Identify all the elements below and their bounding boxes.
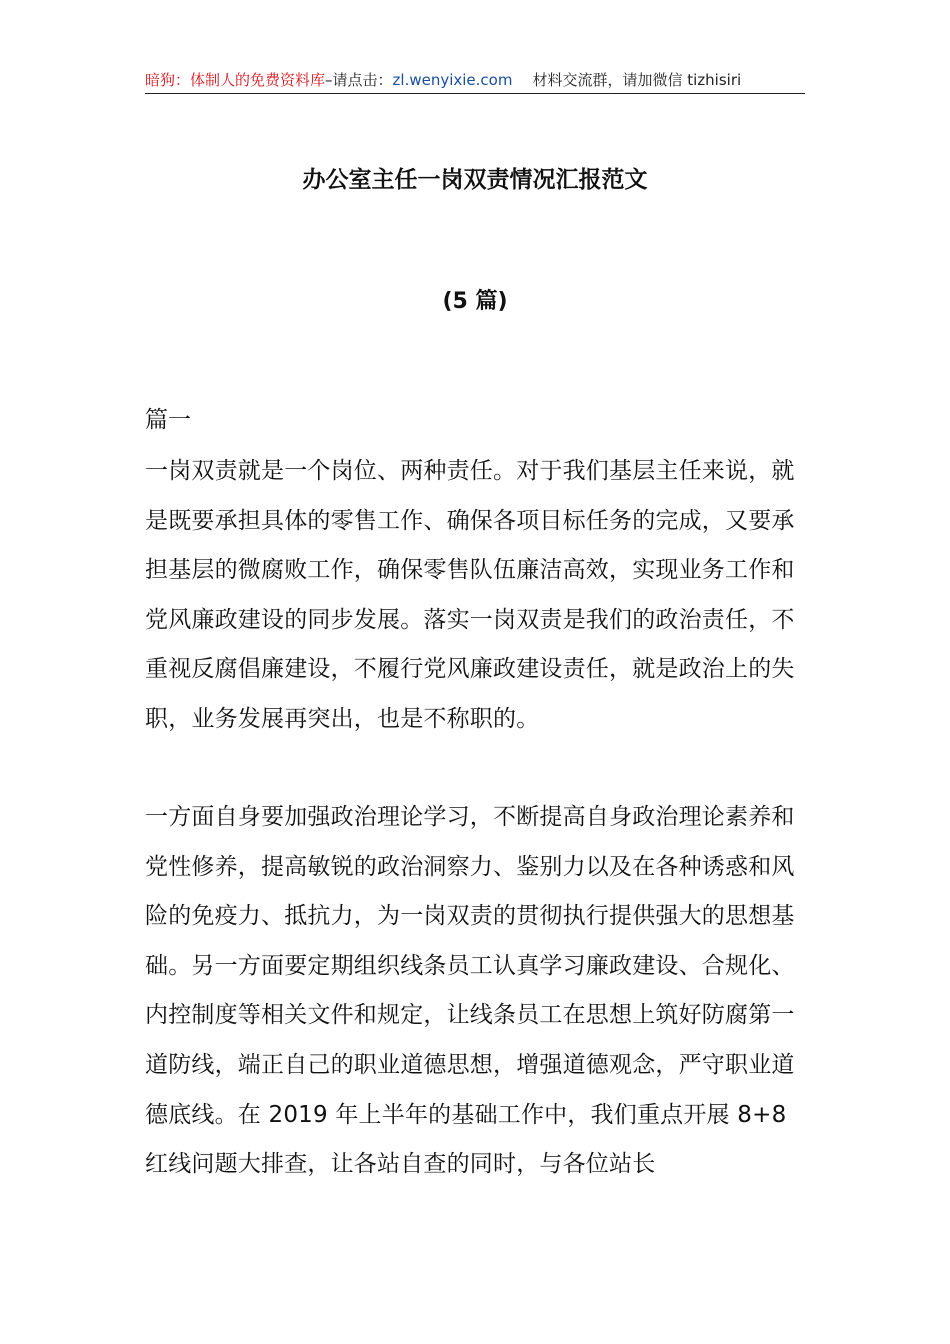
header-prompt: –请点击： (325, 71, 393, 89)
header-contact: 材料交流群，请加微信 tizhisiri (532, 71, 742, 89)
header-url-link[interactable]: zl.wenyixie.com (392, 71, 513, 89)
paragraph-2: 一方面自身要加强政治理论学习，不断提高自身政治理论素养和党性修养，提高敏锐的政治洞察力、鉴别力以及在各种诱惑和风险的免疫力、抵抗力，为一岗双责的贯彻执行提供强大的思想基础。另一方面要定期组织线条员工认真学习廉政建设、合规化、内控制度等相关文件和规定，让线条员工在思想上筑好防腐第一道防线，端正自己的职业道德思想，增强道德观念，严守职业道德底线。在 2019 年上半年的基础工作中，我们重点开展 8+8 红线问题大排查，让各站自查的同时，与各位站长 (145, 804, 795, 1178)
header-site-name: 暗狗：体制人的免费资料库 (145, 71, 326, 89)
section-label: 篇一 (145, 407, 191, 433)
document-title: 办公室主任一岗双责情况汇报范文 (302, 167, 648, 193)
paragraph-1: 一岗双责就是一个岗位、两种责任。对于我们基层主任来说，就是既要承担具体的零售工作、确保各项目标任务的完成，又要承担基层的微腐败工作，确保零售队伍廉洁高效，实现业务工作和党风廉政建设的同步发展。落实一岗双责是我们的政治责任，不重视反腐倡廉建设，不履行党风廉政建设责任，就是政治上的失职，业务发展再突出，也是不称职的。 (145, 458, 795, 732)
document-subtitle: (5 篇) (442, 289, 508, 314)
page-header (145, 66, 805, 94)
